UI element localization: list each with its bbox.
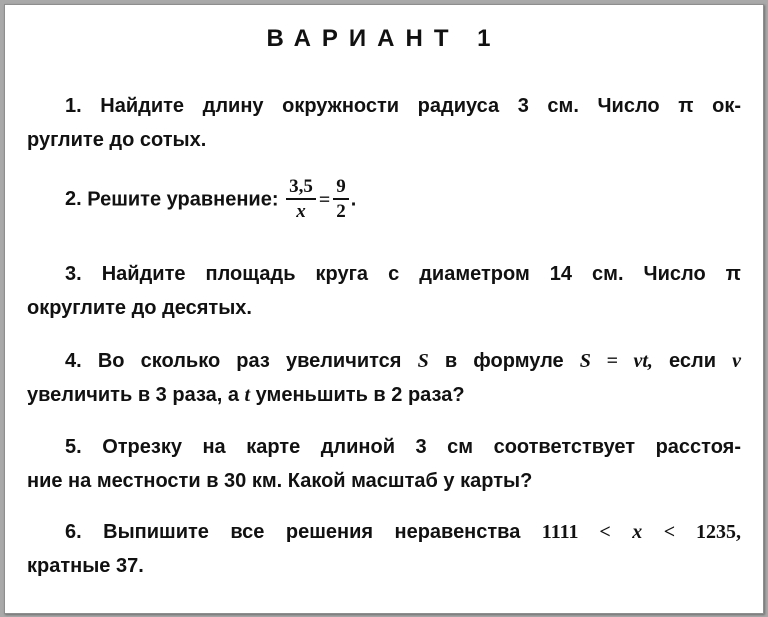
problem-4-var-S: S: [417, 350, 429, 372]
fraction-right-numerator: 9: [333, 177, 349, 200]
problem-6-line-1: [65, 521, 741, 544]
problem-4-formula: S = vt,: [579, 350, 653, 372]
problem-6-number: 6.: [65, 521, 82, 543]
problem-1-text-1: Найдите длину окружности радиуса 3 см. Число π ок-: [100, 95, 741, 117]
problem-2-prefix: Решите уравнение:: [87, 188, 279, 211]
fraction-left: [286, 177, 316, 222]
problem-4-line-1: [65, 350, 741, 373]
problem-4-text-e: уменьшить в 2 раза?: [255, 384, 465, 406]
problem-2-suffix: .: [350, 188, 357, 211]
problem-4-var-t: t: [244, 384, 251, 406]
problem-4-number: 4.: [65, 350, 82, 372]
problem-6-line-2: кратные 37.: [27, 555, 144, 577]
problem-5-line-2: ние на местности в 30 км. Какой масштаб у карты?: [27, 470, 533, 492]
problem-5-line-1: [65, 436, 741, 459]
problem-6-var-x: x: [632, 521, 643, 543]
problem-1-line-1: [65, 95, 741, 118]
problem-6-ineq-left: 1111 <: [541, 521, 611, 543]
problem-2-number: 2.: [65, 187, 82, 210]
problem-6-text-a: Выпишите все решения неравенства: [103, 521, 521, 543]
problem-4-line-2: [27, 384, 465, 407]
fraction-left-numerator: 3,5: [286, 177, 316, 200]
equals-sign: =: [318, 188, 331, 211]
fraction-left-denominator: x: [296, 201, 306, 222]
problem-1-number: 1.: [65, 95, 82, 117]
problem-3-line-2: округлите до десятых.: [27, 297, 252, 319]
fraction-right: [333, 177, 349, 222]
problem-4-text-c: если: [669, 350, 717, 372]
problem-4-text-d: увеличить в 3 раза, а: [27, 384, 239, 406]
problem-4-text-a: Во сколько раз увеличится: [97, 350, 402, 372]
fraction-right-denominator: 2: [336, 201, 346, 222]
problem-6-ineq-right: < 1235,: [663, 521, 741, 543]
problem-3-line-1: [65, 263, 741, 286]
variant-title: ВАРИАНТ 1: [266, 25, 502, 52]
problem-3-number: 3.: [65, 263, 82, 285]
problem-5-number: 5.: [65, 436, 82, 458]
problem-5-text-1: Отрезку на карте длиной 3 см соответствует расстоя-: [102, 436, 741, 458]
worksheet-page: [4, 4, 764, 614]
problem-4-text-b: в формуле: [444, 350, 564, 372]
problem-1-line-2: руглите до сотых.: [27, 129, 207, 151]
problem-4-var-v: v: [732, 350, 742, 372]
problem-3-text-1: Найдите площадь круга с диаметром 14 см. Число π: [101, 263, 741, 285]
problem-2-line: [65, 177, 356, 222]
